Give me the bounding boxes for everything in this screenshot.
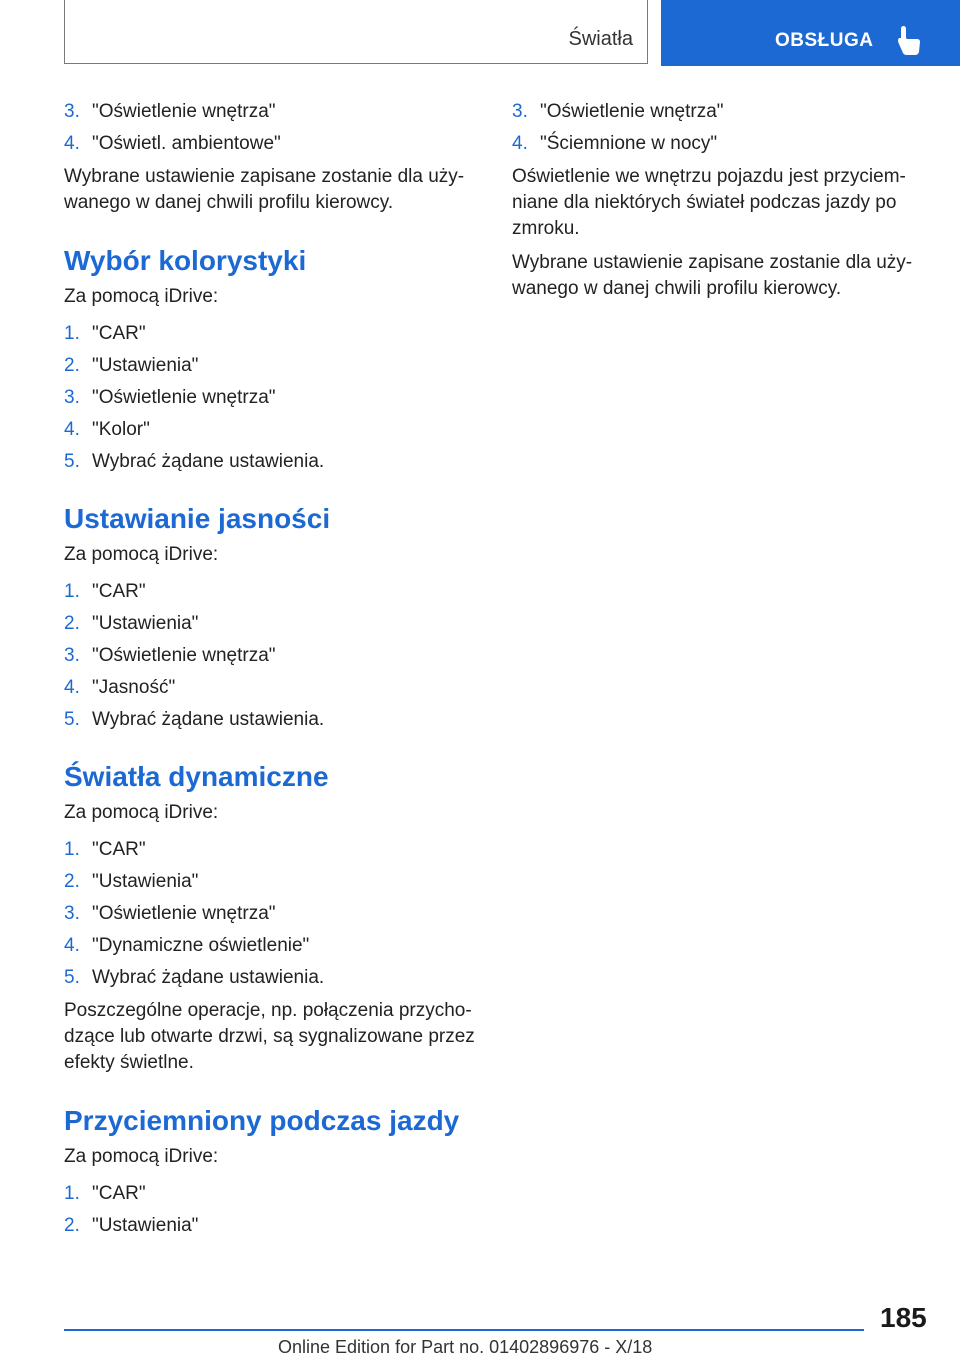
step-number: 5. — [64, 709, 80, 730]
step-text: Wybrać żądane ustawienia. — [92, 709, 325, 730]
section-tab — [661, 0, 960, 66]
idrive-note: Za pomocą iDrive: — [64, 286, 219, 307]
step-text: "Ustawienia" — [92, 871, 199, 892]
step-text: "Oświetlenie wnętrza" — [92, 903, 276, 924]
step-text: "CAR" — [92, 1183, 146, 1204]
list-item — [64, 838, 484, 862]
step-text: "Ustawienia" — [92, 355, 199, 376]
page-header — [0, 0, 960, 66]
list-item — [64, 1214, 484, 1238]
step-number: 2. — [64, 1215, 80, 1236]
step-text: "Ustawienia" — [92, 613, 199, 634]
idrive-note: Za pomocą iDrive: — [64, 802, 219, 823]
heading-dimmed: Przyciemniony podczas jazdy — [64, 1105, 460, 1136]
step-text: "Jasność" — [92, 677, 176, 698]
step-number: 4. — [64, 935, 80, 956]
heading-brightness: Ustawianie jasności — [64, 503, 331, 534]
step-text: "Dynamiczne oświetlenie" — [92, 935, 310, 956]
list-item — [64, 132, 484, 156]
idrive-note: Za pomocą iDrive: — [64, 544, 219, 565]
list-item — [64, 870, 484, 894]
step-number: 5. — [64, 451, 80, 472]
step-text: "CAR" — [92, 581, 146, 602]
right-column — [512, 100, 932, 310]
intro-list — [64, 100, 484, 156]
step-text: "Ściemnione w nocy" — [540, 133, 718, 154]
step-text: "Oświetlenie wnętrza" — [92, 645, 276, 666]
list-item — [64, 580, 484, 604]
step-number: 1. — [64, 581, 80, 602]
step-number: 1. — [64, 839, 80, 860]
step-text: "CAR" — [92, 323, 146, 344]
list-item — [64, 1182, 484, 1206]
list-item — [64, 450, 484, 474]
step-text: "Ustawienia" — [92, 1215, 199, 1236]
step-number: 1. — [64, 323, 80, 344]
steps-dynamic — [64, 838, 484, 990]
heading-dynamic: Światła dynamiczne — [64, 761, 329, 792]
steps-dimmed — [64, 1182, 484, 1238]
list-item — [64, 100, 484, 124]
footer-divider — [64, 1329, 864, 1331]
steps-brightness — [64, 580, 484, 732]
step-number: 2. — [64, 871, 80, 892]
step-text: "Oświetlenie wnętrza" — [540, 101, 724, 122]
page-number: 185 — [880, 1302, 927, 1333]
pointing-hand-icon — [895, 24, 921, 56]
step-number: 2. — [64, 355, 80, 376]
intro-text: Wybrane ustawienie zapisane zostanie dla uży- wanego w danej chwili profilu kierowcy. — [64, 166, 465, 213]
step-number: 4. — [64, 677, 80, 698]
chapter-tab — [64, 0, 648, 64]
step-number: 3. — [64, 645, 80, 666]
step-number: 3. — [512, 101, 528, 122]
step-text: "Oświetlenie wnętrza" — [92, 387, 276, 408]
step-number: 3. — [64, 101, 80, 122]
step-number: 3. — [64, 387, 80, 408]
section-title: OBSŁUGA — [775, 30, 874, 51]
steps-color — [64, 322, 484, 474]
list-item — [64, 322, 484, 346]
chapter-title: Światła — [568, 28, 633, 50]
step-number: 5. — [64, 967, 80, 988]
step-number: 3. — [64, 903, 80, 924]
list-item — [64, 934, 484, 958]
list-item — [64, 676, 484, 700]
list-item — [64, 354, 484, 378]
list-item — [512, 132, 932, 156]
dynamic-note: Poszczególne operacje, np. połączenia przycho- dzące lub otwarte drzwi, są sygnalizowane przez efekty świetlne. — [64, 1000, 475, 1073]
step-number: 4. — [64, 419, 80, 440]
step-number: 4. — [64, 133, 80, 154]
list-item — [64, 644, 484, 668]
idrive-note: Za pomocą iDrive: — [64, 1146, 219, 1167]
step-text: Wybrać żądane ustawienia. — [92, 451, 325, 472]
step-text: "Oświetlenie wnętrza" — [92, 101, 276, 122]
step-number: 4. — [512, 133, 528, 154]
step-number: 1. — [64, 1183, 80, 1204]
list-item — [64, 902, 484, 926]
profile-text: Wybrane ustawienie zapisane zostanie dla uży- wanego w danej chwili profilu kierowcy. — [512, 252, 913, 299]
list-item — [512, 100, 932, 124]
left-column — [64, 100, 484, 1246]
step-text: Wybrać żądane ustawienia. — [92, 967, 325, 988]
step-text: "Kolor" — [92, 419, 150, 440]
step-number: 2. — [64, 613, 80, 634]
list-item — [64, 612, 484, 636]
step-text: "CAR" — [92, 839, 146, 860]
list-item — [64, 966, 484, 990]
edition-text: Online Edition for Part no. 01402896976 - X/18 — [278, 1337, 653, 1357]
steps-dimmed-continued — [512, 100, 932, 156]
heading-color: Wybór kolorystyki — [64, 245, 307, 276]
step-text: "Oświetl. ambientowe" — [92, 133, 281, 154]
list-item — [64, 708, 484, 732]
list-item — [64, 386, 484, 410]
list-item — [64, 418, 484, 442]
dimmed-text: Oświetlenie we wnętrzu pojazdu jest przyciem- niane dla niektórych świateł podczas jazdy po zmroku. — [512, 166, 906, 239]
